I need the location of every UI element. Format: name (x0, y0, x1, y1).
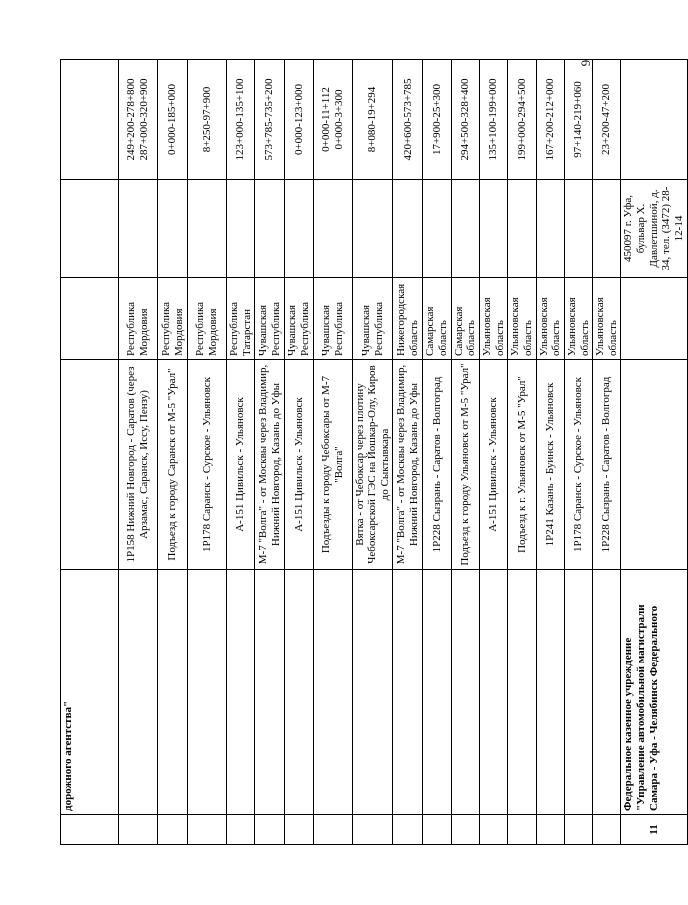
road-cell: Подъезд к городу Ульяновск от М-5 "Урал" (451, 360, 479, 570)
road-cell: 1Р228 Сызрань - Саратов - Волгоград (593, 360, 621, 570)
empty-cell (285, 180, 313, 278)
km-range-cell: 420+600-573+785 (393, 60, 423, 180)
empty-cell (423, 180, 451, 278)
empty-cell (255, 570, 285, 815)
road-cell: Вятка - от Чебоксар через плотину Чебоксарской ГЭС на Йошкар-Олу, Киров до Сыктывкара (352, 360, 393, 570)
road-cell: 1Р228 Сызрань - Саратов - Волгоград (423, 360, 451, 570)
table-row (285, 60, 313, 845)
table-row (508, 60, 536, 845)
empty-cell (255, 815, 285, 845)
road-cell: А-151 Цивильск - Ульяновск (227, 360, 255, 570)
empty-cell (593, 180, 621, 278)
km-range-cell: 294+500-328+400 (451, 60, 479, 180)
table-row (480, 60, 508, 845)
agency-header-cell: дорожного агентства" (61, 570, 119, 815)
empty-cell (119, 570, 158, 815)
empty-cell (423, 815, 451, 845)
empty-cell (158, 180, 188, 278)
km-range-cell: 573+785-735+200 (255, 60, 285, 180)
region-cell: Ульяновская область (593, 278, 621, 360)
km-range-cell: 8+080-19+294 (352, 60, 393, 180)
empty-cell (621, 360, 687, 570)
empty-cell (480, 815, 508, 845)
empty-cell (285, 570, 313, 815)
table-row (119, 60, 158, 845)
empty-cell (480, 570, 508, 815)
km-range-cell: 135+100-199+000 (480, 60, 508, 180)
empty-cell (621, 60, 687, 180)
empty-cell (480, 180, 508, 278)
region-cell: Ульяновская область (508, 278, 536, 360)
table-row-organization (621, 60, 687, 845)
empty-cell (61, 815, 119, 845)
region-cell: Самарская область (451, 278, 479, 360)
empty-cell (158, 815, 188, 845)
empty-cell (451, 815, 479, 845)
table-row (313, 60, 352, 845)
region-cell: Чувашская Республика (352, 278, 393, 360)
page-number: 6 (578, 59, 594, 67)
empty-cell (352, 180, 393, 278)
empty-cell (621, 278, 687, 360)
road-cell: Подъезд к городу Саранск от М-5 "Урал" (158, 360, 188, 570)
empty-cell (423, 570, 451, 815)
region-cell: Чувашская Республика (285, 278, 313, 360)
road-cell: А-151 Цивильск - Ульяновск (480, 360, 508, 570)
road-cell: 1Р241 Казань - Буинск - Ульяновск (536, 360, 564, 570)
empty-cell (313, 180, 352, 278)
empty-cell (227, 570, 255, 815)
roads-table (60, 59, 688, 845)
road-cell: М-7 "Волга" - от Москвы через Владимир, Нижний Новгород, Казань до Уфы (393, 360, 423, 570)
empty-cell (393, 570, 423, 815)
empty-cell (593, 815, 621, 845)
empty-cell (564, 570, 592, 815)
empty-cell (227, 815, 255, 845)
empty-cell (352, 815, 393, 845)
empty-cell (61, 60, 119, 180)
km-range-cell: 0+000-11+112 0+000-3+300 (313, 60, 352, 180)
empty-cell (188, 570, 227, 815)
region-cell: Ульяновская область (536, 278, 564, 360)
empty-cell (593, 570, 621, 815)
empty-cell (61, 360, 119, 570)
empty-cell (188, 815, 227, 845)
empty-cell (119, 180, 158, 278)
region-cell: Чувашская Республика (255, 278, 285, 360)
table-row (423, 60, 451, 845)
region-cell: Самарская область (423, 278, 451, 360)
rotated-page-content (60, 60, 686, 845)
region-cell: Чувашская Республика (313, 278, 352, 360)
region-cell: Республика Мордовия (188, 278, 227, 360)
empty-cell (255, 180, 285, 278)
region-cell: Ульяновская область (564, 278, 592, 360)
region-cell: Ульяновская область (480, 278, 508, 360)
empty-cell (564, 815, 592, 845)
region-cell: Республика Мордовия (158, 278, 188, 360)
km-range-cell: 23+200-47+200 (593, 60, 621, 180)
empty-cell (188, 180, 227, 278)
table-row (158, 60, 188, 845)
km-range-cell: 123+000-135+100 (227, 60, 255, 180)
table-row (352, 60, 393, 845)
km-range-cell: 97+140-219+060 (564, 60, 592, 180)
road-cell: 1Р178 Саранск - Сурское - Ульяновск (564, 360, 592, 570)
empty-cell (313, 570, 352, 815)
empty-cell (313, 815, 352, 845)
km-range-cell: 249+200-278+800 287+000-320+900 (119, 60, 158, 180)
region-cell: Республика Татарстан (227, 278, 255, 360)
empty-cell (61, 180, 119, 278)
region-cell: Республика Мордовия (119, 278, 158, 360)
org-address-cell: 450097 г. Уфа, бульвар Х. Давлетшиной, д. 34, тел. (3472) 28-12-14 (621, 180, 687, 278)
road-cell: 1Р158 Нижний Новгород - Саратов (через Арзамас, Саранск, Исcу, Пензу) (119, 360, 158, 570)
empty-cell (352, 570, 393, 815)
table-row (393, 60, 423, 845)
empty-cell (508, 570, 536, 815)
table-row (593, 60, 621, 845)
km-range-cell: 0+000-185+000 (158, 60, 188, 180)
road-cell: Подъезд к г. Ульяновск от М-5 "Урал" (508, 360, 536, 570)
org-number-cell: 11 (621, 815, 687, 845)
empty-cell (508, 180, 536, 278)
empty-cell (285, 815, 313, 845)
empty-cell (536, 570, 564, 815)
empty-cell (451, 570, 479, 815)
empty-cell (564, 180, 592, 278)
km-range-cell: 0+000-123+000 (285, 60, 313, 180)
table-row-agency-header (61, 60, 119, 845)
road-cell: А-151 Цивильск - Ульяновск (285, 360, 313, 570)
km-range-cell: 8+250-97+900 (188, 60, 227, 180)
km-range-cell: 167+200-212+000 (536, 60, 564, 180)
empty-cell (536, 815, 564, 845)
empty-cell (393, 180, 423, 278)
empty-cell (508, 815, 536, 845)
empty-cell (451, 180, 479, 278)
empty-cell (227, 180, 255, 278)
empty-cell (393, 815, 423, 845)
region-cell: Нижегородская область (393, 278, 423, 360)
table-row (451, 60, 479, 845)
table-row (255, 60, 285, 845)
empty-cell (119, 815, 158, 845)
road-cell: 1Р178 Саранск - Сурское - Ульяновск (188, 360, 227, 570)
road-cell: М-7 "Волга" - от Москвы через Владимир, Нижний Новгород, Казань до Уфы (255, 360, 285, 570)
road-cell: Подъезды к городу Чебоксары от М-7 "Волга" (313, 360, 352, 570)
empty-cell (536, 180, 564, 278)
table-row (188, 60, 227, 845)
table-row (227, 60, 255, 845)
km-range-cell: 17+900-25+300 (423, 60, 451, 180)
table-row (564, 60, 592, 845)
org-name-cell: Федеральное казенное учреждение "Управление автомобильной магистрали Самара - Уфа - Челябинск Федерального (621, 570, 687, 815)
empty-cell (158, 570, 188, 815)
empty-cell (61, 278, 119, 360)
table-row (536, 60, 564, 845)
km-range-cell: 199+000-294+500 (508, 60, 536, 180)
